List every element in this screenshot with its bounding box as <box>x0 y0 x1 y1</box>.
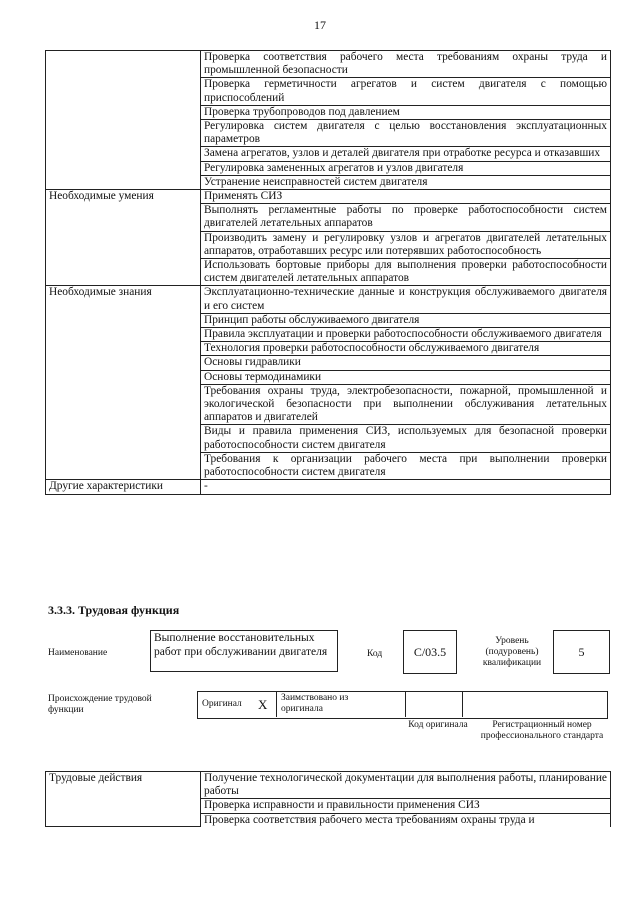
knowledge-block <box>46 286 611 480</box>
name-label: Наименование <box>48 648 108 658</box>
item-cell: Технология проверки работоспособности обслуживаемого двигателя <box>201 342 611 356</box>
page-number: 17 <box>314 18 326 32</box>
origin-label: Происхождение трудовой функции <box>48 694 152 715</box>
original-label: Оригинал <box>202 699 242 709</box>
table-row <box>46 286 611 313</box>
empty-label-cell <box>46 51 201 190</box>
item-cell: Получение технологической документации для выполнения работы, планирование работы <box>201 772 611 799</box>
knowledge-label: Необходимые знания <box>46 286 201 480</box>
item-cell: Проверка герметичности агрегатов и систем двигателя с помощью приспособлений <box>201 78 611 105</box>
qualification-level-label: Уровень (подуровень) квалификации <box>482 636 542 668</box>
borrowed-label: Заимствовано из оригинала <box>281 693 349 714</box>
item-cell: Проверка исправности и правильности применения СИЗ <box>201 799 611 813</box>
code-value-box: С/03.5 <box>403 630 457 674</box>
table-row <box>46 480 611 494</box>
item-cell: Основы термодинамики <box>201 370 611 384</box>
origin-code-caption: Код оригинала <box>408 720 468 730</box>
table-row <box>46 51 611 78</box>
code-label: Код <box>367 649 383 659</box>
divider <box>405 691 406 717</box>
table-row <box>46 190 611 204</box>
item-cell: Выполнять регламентные работы по проверке работоспособности систем двигателей летательных аппаратов <box>201 204 611 231</box>
item-cell: Основы гидравлики <box>201 356 611 370</box>
level-value-box: 5 <box>553 630 610 674</box>
item-cell: Регулировка замененных агрегатов и узлов двигателя <box>201 161 611 175</box>
divider <box>276 691 277 717</box>
item-cell: Применять СИЗ <box>201 190 611 204</box>
item-cell: Использовать бортовые приборы для выполнения проверки работоспособности систем двигателей летательных аппаратов <box>201 259 611 286</box>
divider <box>462 691 463 717</box>
item-cell: Замена агрегатов, узлов и деталей двигателя при отработке ресурса и отказавших <box>201 147 611 161</box>
continuation-block <box>46 51 611 190</box>
requirements-table <box>45 50 611 495</box>
item-cell: Эксплуатационно-технические данные и конструкция обслуживаемого двигателя и его систем <box>201 286 611 313</box>
item-cell: Проверка соответствия рабочего места требованиям охраны труда и <box>201 813 611 827</box>
item-cell: Регулировка систем двигателя с целью восстановления эксплуатационных параметров <box>201 120 611 147</box>
function-name-box: Выполнение восстановительных работ при обслуживании двигателя <box>150 630 338 672</box>
skills-label: Необходимые умения <box>46 190 201 286</box>
item-cell: Требования охраны труда, электробезопасности, пожарной, промышленной и экологической безопасности при выполнении обслуживания летательных аппаратов и двигателей <box>201 384 611 425</box>
other-label: Другие характеристики <box>46 480 201 494</box>
item-cell: Принцип работы обслуживаемого двигателя <box>201 313 611 327</box>
item-cell: Правила эксплуатации и проверки работоспособности обслуживаемого двигателя <box>201 328 611 342</box>
original-checkmark: X <box>258 697 268 712</box>
labor-actions-label: Трудовые действия <box>46 772 201 827</box>
item-cell: Виды и правила применения СИЗ, используемых для безопасной проверки работоспособности систем двигателя <box>201 425 611 452</box>
item-cell: Проверка трубопроводов под давлением <box>201 105 611 119</box>
item-cell: Устранение неисправностей систем двигателя <box>201 175 611 189</box>
item-cell: Требования к организации рабочего места при выполнении проверки работоспособности систем двигателя <box>201 452 611 479</box>
item-cell: Проверка соответствия рабочего места требованиям охраны труда и промышленной безопасности <box>201 51 611 78</box>
section-heading: 3.3.3. Трудовая функция <box>48 603 180 617</box>
registration-number-caption: Регистрационный номер профессионального стандарта <box>480 720 604 741</box>
table-row <box>46 772 611 799</box>
other-block <box>46 480 611 494</box>
other-value: - <box>201 480 611 494</box>
labor-actions-table <box>45 771 611 827</box>
item-cell: Производить замену и регулировку узлов и агрегатов двигателей летательных аппаратов, отработавших ресурс или потерявших работоспособность <box>201 231 611 258</box>
skills-block <box>46 190 611 286</box>
